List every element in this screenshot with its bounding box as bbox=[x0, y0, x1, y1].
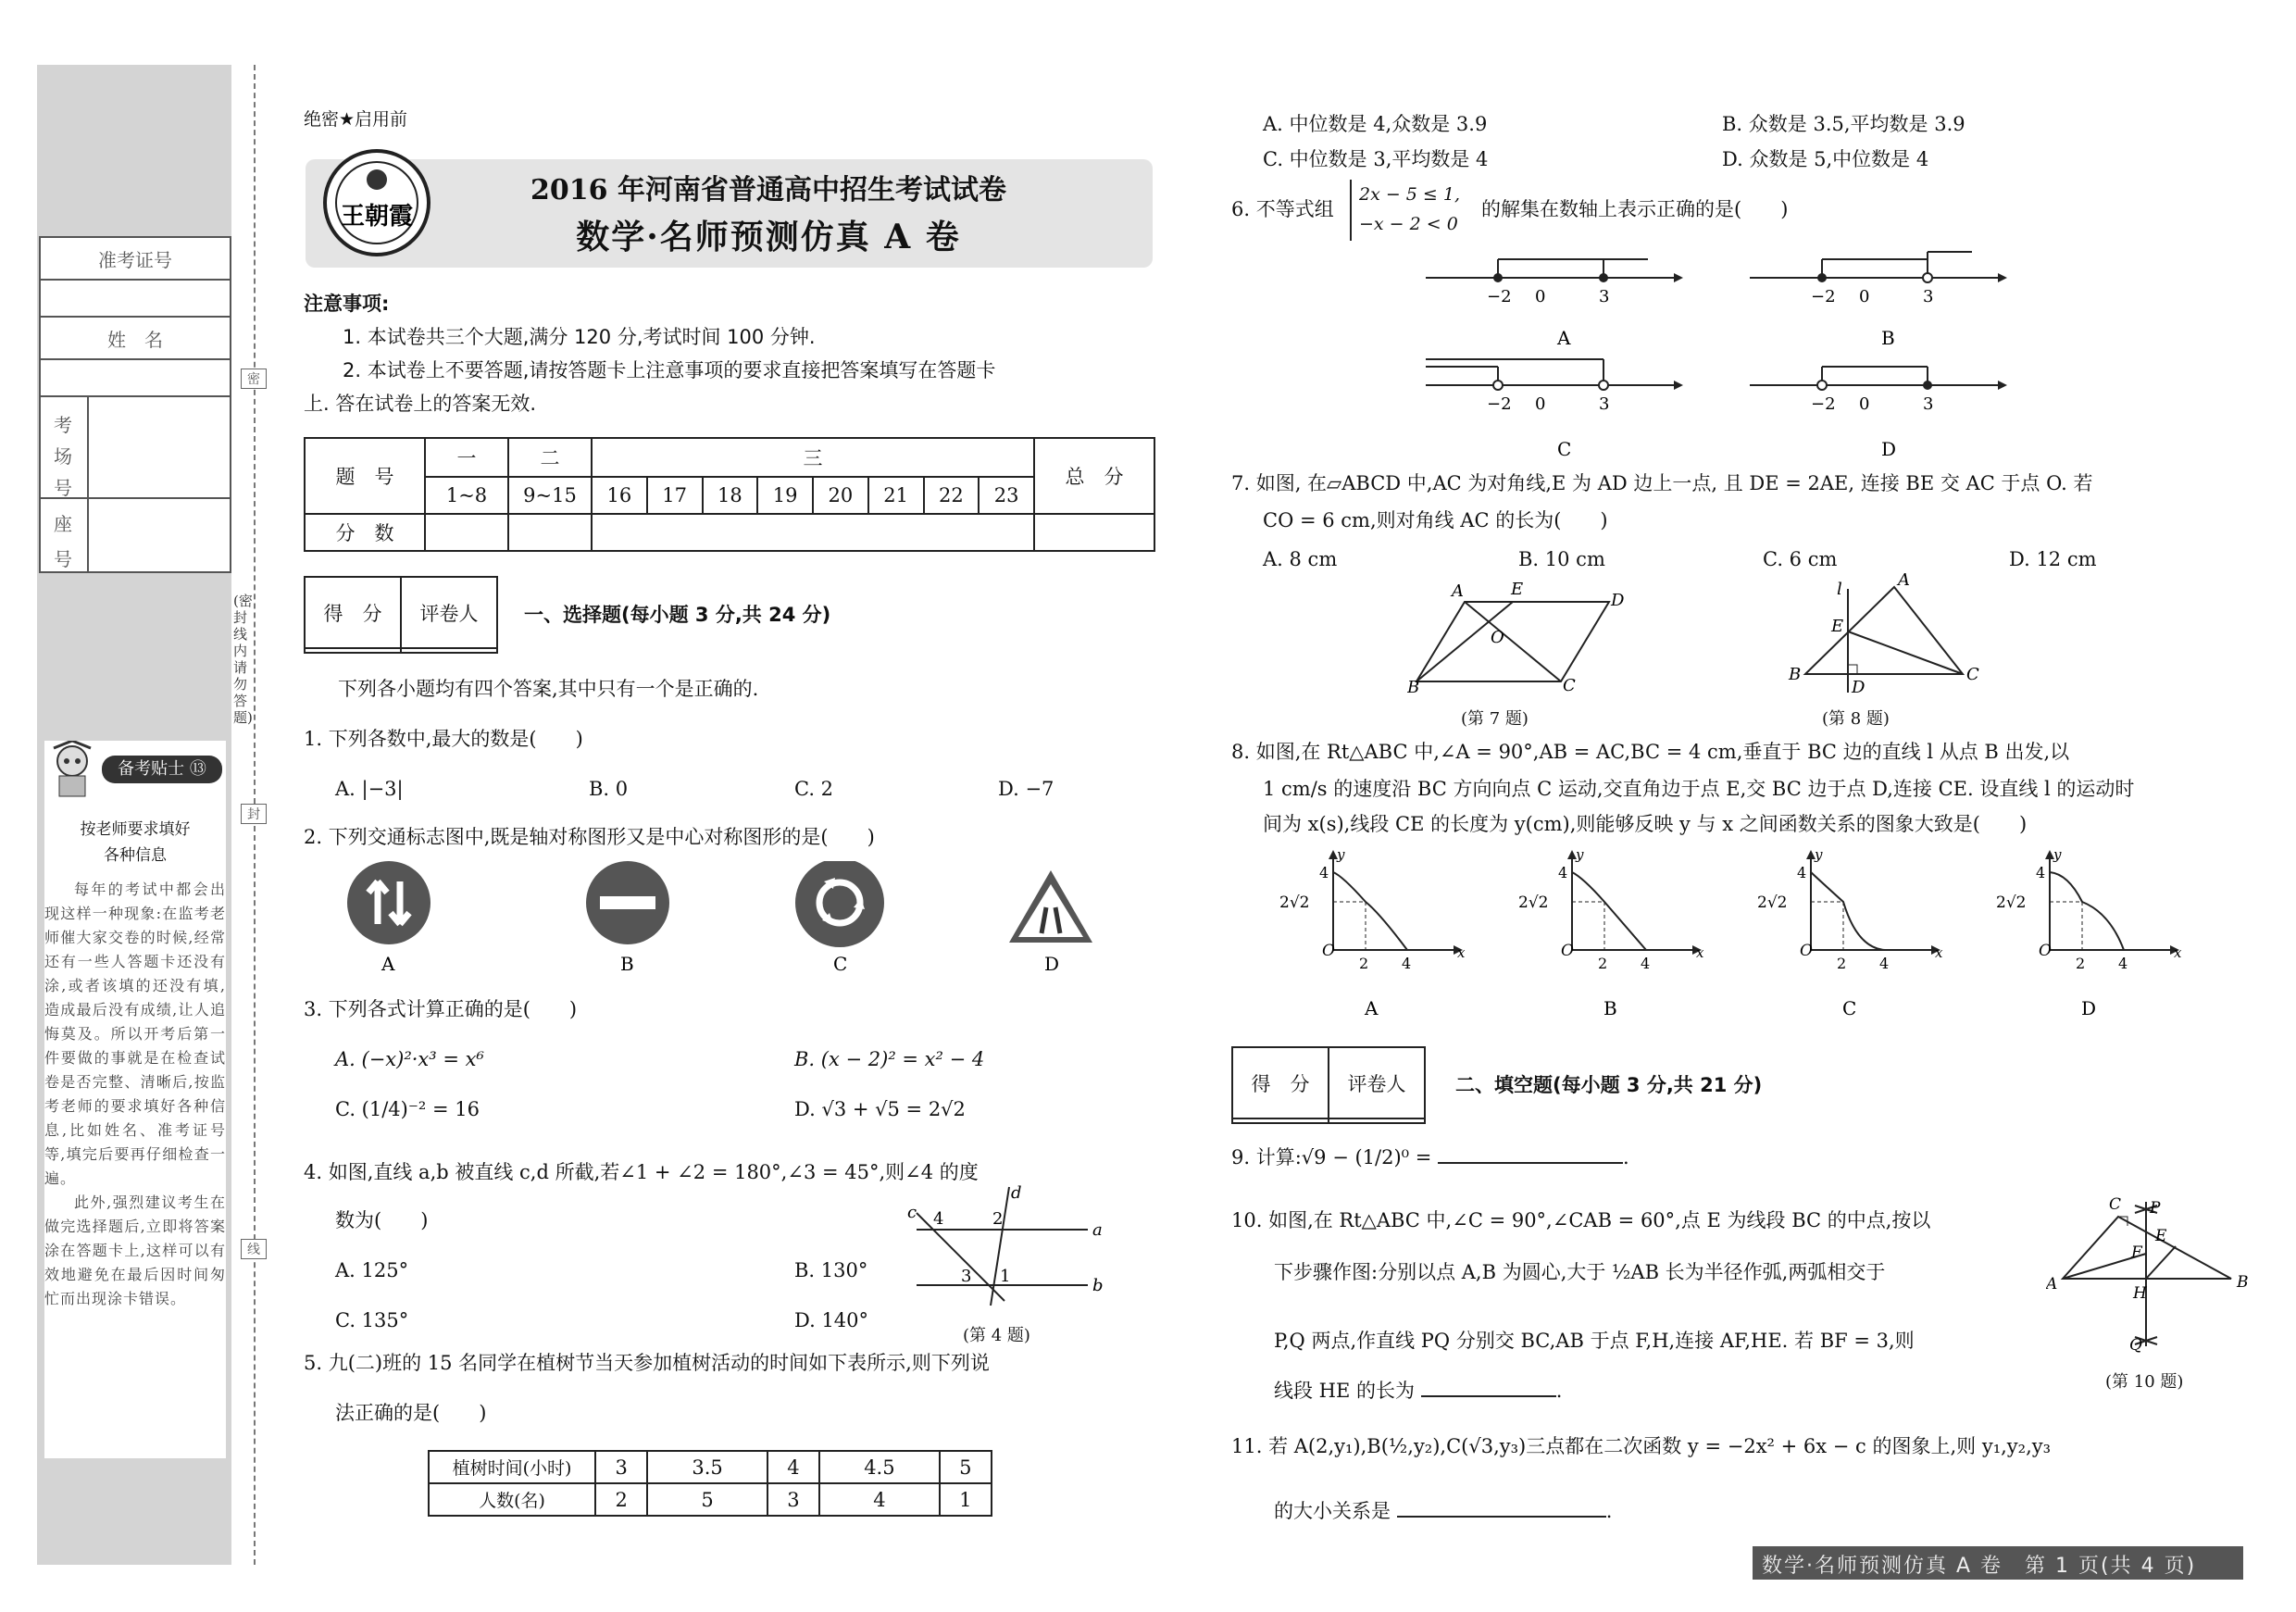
numberline-b[interactable] bbox=[1750, 252, 2007, 349]
q3-option-d[interactable]: D. √3 + √5 = 2√2 bbox=[794, 1098, 966, 1120]
name-label: 姓 名 bbox=[107, 329, 163, 351]
svg-text:C: C bbox=[833, 953, 848, 975]
svg-text:0: 0 bbox=[1535, 287, 1546, 306]
q3-option-a[interactable]: A. (−x)²·x³ = x⁶ bbox=[335, 1048, 484, 1070]
total-header: 总 分 bbox=[1034, 438, 1154, 514]
svg-text:C: C bbox=[1966, 665, 1979, 684]
svg-text:3: 3 bbox=[1599, 287, 1610, 306]
group-1: 一 bbox=[425, 438, 508, 477]
svg-text:D: D bbox=[1881, 438, 1897, 460]
q10-stem-3: P,Q 两点,作直线 PQ 分别交 BC,AB 于点 F,H,连接 AF,HE. 若 BF = 3,则 bbox=[1274, 1330, 1915, 1352]
q10-answer-blank[interactable] bbox=[1421, 1395, 1556, 1397]
score-row-label: 分 数 bbox=[305, 514, 425, 551]
svg-text:1: 1 bbox=[1000, 1267, 1011, 1286]
grader-score-cell[interactable] bbox=[1232, 1118, 1329, 1123]
brand-logo bbox=[322, 148, 431, 257]
q10-caption: (第 10 题) bbox=[2105, 1372, 2184, 1392]
svg-text:王朝霞: 王朝霞 bbox=[340, 203, 414, 231]
q8-stem-2: 1 cm/s 的速度沿 BC 方向向点 C 运动,交直角边于点 E,交 BC 边于点 D,连接 CE. 设直线 l 的运动时 bbox=[1263, 778, 2135, 800]
svg-text:−2: −2 bbox=[1487, 394, 1512, 414]
col-cell: 19 bbox=[757, 477, 813, 514]
svg-text:F: F bbox=[2131, 1243, 2142, 1262]
seat-label: 座 号 bbox=[54, 513, 72, 570]
q5-table bbox=[428, 1450, 992, 1517]
q4-option-a[interactable]: A. 125° bbox=[335, 1259, 409, 1281]
svg-text:c: c bbox=[907, 1203, 917, 1222]
q10-stem-4: 线段 HE 的长为 . bbox=[1274, 1380, 1563, 1402]
svg-text:a: a bbox=[1092, 1220, 1103, 1240]
q5-count-header: 人数(名) bbox=[429, 1483, 595, 1516]
group-2: 二 bbox=[508, 438, 592, 477]
q1-option-a[interactable]: A. |−3| bbox=[335, 778, 404, 800]
svg-text:E: E bbox=[2155, 1227, 2167, 1245]
svg-text:O: O bbox=[1491, 628, 1504, 647]
svg-text:D: D bbox=[1611, 591, 1625, 610]
q4-stem-1: 4. 如图,直线 a,b 被直线 c,d 所截,若∠1 + ∠2 = 180°,∠3 = 45°,则∠4 的度 bbox=[304, 1161, 979, 1183]
svg-text:3: 3 bbox=[961, 1267, 972, 1286]
col-cell: 9~15 bbox=[508, 477, 592, 514]
q4-caption: (第 4 题) bbox=[963, 1326, 1030, 1345]
q8-stem-3: 间为 x(s),线段 CE 的长度为 y(cm),则能够反映 y 与 x 之间函数关系的图象大致是( ) bbox=[1263, 813, 2028, 835]
grader-score-cell[interactable] bbox=[305, 648, 401, 653]
svg-text:l: l bbox=[1837, 580, 1842, 599]
q10-figure bbox=[2046, 1191, 2268, 1367]
grader-score-label: 得 分 bbox=[1232, 1047, 1329, 1118]
col-cell: 22 bbox=[924, 477, 980, 514]
grader-box-2 bbox=[1231, 1046, 1426, 1124]
seal-mark-xian: 线 bbox=[241, 1239, 267, 1259]
seal-mark-feng: 封 bbox=[241, 804, 267, 824]
svg-text:H: H bbox=[2133, 1284, 2147, 1303]
col-cell: 23 bbox=[979, 477, 1034, 514]
svg-text:3: 3 bbox=[1599, 394, 1610, 414]
q4-option-c[interactable]: C. 135° bbox=[335, 1309, 409, 1331]
svg-text:C: C bbox=[2109, 1195, 2122, 1214]
q3-stem: 3. 下列各式计算正确的是( ) bbox=[304, 998, 578, 1020]
tip-body: 每年的考试中都会出现这样一种现象:在监考老师催大家交卷的时候,经常还有一些人答题卡还没有涂,或者该填的还没有填,造成最后没有成绩,让人追悔莫及。所以开考后第一件要做的事就是在检查试卷是否完整、清晰后,按监考老师的要求填好各种信息,比如姓名、准考证号等,填完后要再仔细检查一遍。 此外,强烈建议考生在做完选择题后,立即将答案涂在答题卡上,这样可以有效地避免在最后因时间匆忙而出现涂卡错误。 bbox=[44, 881, 226, 1307]
q8-stem-1: 8. 如图,在 Rt△ABC 中,∠A = 90°,AB = AC,BC = 4 cm,垂直于 BC 边的直线 l 从点 B 出发,以 bbox=[1231, 741, 2070, 763]
section-1-desc: 下列各小题均有四个答案,其中只有一个是正确的. bbox=[338, 678, 759, 700]
q6-number-lines bbox=[1426, 250, 2028, 463]
q1-option-c[interactable]: C. 2 bbox=[794, 778, 834, 800]
tip-heading: 按老师要求填好 各种信息 bbox=[80, 820, 191, 865]
notice-2a: 2. 本试卷上不要答题,请按答题卡上注意事项的要求直接把答案填写在答题卡 bbox=[343, 359, 996, 381]
svg-text:−2: −2 bbox=[1811, 394, 1836, 414]
svg-text:2: 2 bbox=[992, 1209, 1004, 1229]
svg-text:D: D bbox=[2081, 997, 2097, 1019]
section-1-title: 一、选择题(每小题 3 分,共 24 分) bbox=[524, 604, 831, 626]
q8-caption: (第 8 题) bbox=[1822, 709, 1890, 729]
numberline-c[interactable] bbox=[1426, 359, 1683, 460]
q5-cell: 2 bbox=[595, 1483, 647, 1516]
q5-cell: 4 bbox=[819, 1483, 940, 1516]
svg-text:4: 4 bbox=[933, 1209, 944, 1229]
q2-stem: 2. 下列交通标志图中,既是轴对称图形又是中心对称图形的是( ) bbox=[304, 826, 875, 848]
q3-option-b[interactable]: B. (x − 2)² = x² − 4 bbox=[794, 1048, 985, 1070]
col-cell: 21 bbox=[868, 477, 924, 514]
svg-text:A: A bbox=[1452, 581, 1464, 601]
q5-cell: 3 bbox=[595, 1451, 647, 1483]
grader-label: 评卷人 bbox=[401, 577, 497, 648]
q9-answer-blank[interactable] bbox=[1438, 1162, 1623, 1164]
svg-text:−2: −2 bbox=[1487, 287, 1512, 306]
sign-b-icon bbox=[586, 861, 669, 944]
q7-stem-1: 7. 如图, 在▱ABCD 中,AC 为对角线,E 为 AD 边上一点, 且 DE = 2AE, 连接 BE 交 AC 于点 O. 若 bbox=[1231, 472, 2093, 494]
sign-d-icon bbox=[1004, 861, 1097, 949]
q11-stem-2: 的大小关系是 . bbox=[1274, 1500, 1613, 1522]
exam-title: 2016 年河南省普通高中招生考试试卷 bbox=[530, 174, 1006, 206]
score-cell[interactable] bbox=[592, 514, 1034, 551]
q9-stem: 9. 计算:√9 − (1/2)⁰ = . bbox=[1231, 1146, 1629, 1168]
svg-text:B: B bbox=[1407, 678, 1420, 693]
score-cell[interactable] bbox=[425, 514, 508, 551]
svg-text:B: B bbox=[1881, 327, 1895, 349]
exam-tips-box bbox=[44, 741, 226, 1458]
q7-stem-2: CO = 6 cm,则对角线 AC 的长为( ) bbox=[1263, 509, 1608, 531]
group-3: 三 bbox=[592, 438, 1034, 477]
q7-option-c[interactable]: C. 6 cm bbox=[1763, 548, 1838, 570]
seal-note: (密封线内请勿答题) bbox=[233, 593, 253, 726]
q5-option-d[interactable]: D. 众数是 5,中位数是 4 bbox=[1722, 148, 1929, 170]
col-cell: 17 bbox=[647, 477, 703, 514]
q7-option-d[interactable]: D. 12 cm bbox=[2009, 548, 2097, 570]
svg-text:B: B bbox=[2237, 1273, 2249, 1292]
svg-text:B: B bbox=[620, 953, 634, 975]
svg-text:C: C bbox=[1563, 676, 1576, 693]
q6-suffix: 的解集在数轴上表示正确的是( ) bbox=[1481, 198, 1789, 220]
sign-c-icon bbox=[795, 861, 884, 947]
svg-text:A: A bbox=[1557, 327, 1571, 349]
svg-text:E: E bbox=[1511, 580, 1524, 599]
svg-text:b: b bbox=[1092, 1276, 1104, 1295]
exam-subtitle: 数学·名师预测仿真 A 卷 bbox=[576, 218, 961, 256]
q6-prefix: 6. 不等式组 bbox=[1231, 198, 1334, 220]
q8-graph-options bbox=[1278, 848, 2268, 1033]
seal-mark-mi: 密 bbox=[241, 369, 267, 389]
graph-b[interactable] bbox=[1518, 848, 1704, 1019]
q1-option-d[interactable]: D. −7 bbox=[998, 778, 1054, 800]
svg-text:0: 0 bbox=[1535, 394, 1546, 414]
grader-cell[interactable] bbox=[401, 648, 497, 653]
col-cell: 1~8 bbox=[425, 477, 508, 514]
q2-traffic-signs bbox=[343, 861, 1129, 977]
grader-label: 评卷人 bbox=[1329, 1047, 1425, 1118]
secret-label: 绝密★启用前 bbox=[304, 109, 408, 130]
tips-banner bbox=[44, 741, 226, 798]
q5-cell: 3 bbox=[767, 1483, 819, 1516]
q5-option-a[interactable]: A. 中位数是 4,众数是 3.9 bbox=[1263, 113, 1488, 135]
q7-parallelogram-figure bbox=[1407, 578, 1629, 693]
tip-title: 备考贴士 ⑬ bbox=[102, 756, 222, 783]
numberline-a[interactable] bbox=[1426, 259, 1683, 349]
q5-cell: 5 bbox=[647, 1483, 767, 1516]
svg-text:3: 3 bbox=[1923, 287, 1934, 306]
q5-cell: 5 bbox=[940, 1451, 992, 1483]
svg-text:C: C bbox=[1842, 997, 1857, 1019]
q5-option-c[interactable]: C. 中位数是 3,平均数是 4 bbox=[1263, 148, 1489, 170]
svg-text:−2: −2 bbox=[1811, 287, 1836, 306]
q3-option-c[interactable]: C. (1/4)⁻² = 16 bbox=[335, 1098, 480, 1120]
svg-text:A: A bbox=[381, 953, 395, 975]
q5-cell: 4 bbox=[767, 1451, 819, 1483]
svg-text:B: B bbox=[1789, 665, 1802, 684]
svg-text:d: d bbox=[1011, 1185, 1022, 1203]
svg-text:0: 0 bbox=[1859, 287, 1870, 306]
q5-cell: 1 bbox=[940, 1483, 992, 1516]
numberline-d[interactable] bbox=[1750, 367, 2007, 460]
q5-time-header: 植树时间(小时) bbox=[429, 1451, 595, 1483]
svg-text:3: 3 bbox=[1923, 394, 1934, 414]
svg-text:D: D bbox=[1852, 678, 1866, 697]
q4-option-d[interactable]: D. 140° bbox=[794, 1309, 869, 1331]
q4-stem-2: 数为( ) bbox=[335, 1209, 429, 1231]
grader-cell[interactable] bbox=[1329, 1118, 1425, 1123]
col-cell: 20 bbox=[813, 477, 868, 514]
q7-option-b[interactable]: B. 10 cm bbox=[1518, 548, 1605, 570]
q10-stem-1: 10. 如图,在 Rt△ABC 中,∠C = 90°,∠CAB = 60°,点 E 为线段 BC 的中点,按以 bbox=[1231, 1209, 1931, 1231]
grader-box-1 bbox=[304, 576, 498, 654]
svg-text:Q: Q bbox=[2129, 1336, 2142, 1355]
mascot-icon bbox=[44, 741, 100, 798]
svg-text:E: E bbox=[1831, 617, 1844, 636]
q11-answer-blank[interactable] bbox=[1397, 1516, 1606, 1518]
svg-text:B: B bbox=[1603, 997, 1617, 1019]
graph-a[interactable] bbox=[1279, 848, 1466, 1019]
section-2-title: 二、填空题(每小题 3 分,共 21 分) bbox=[1455, 1074, 1763, 1096]
svg-text:0: 0 bbox=[1859, 394, 1870, 414]
svg-text:D: D bbox=[1044, 953, 1060, 975]
svg-text:P: P bbox=[2150, 1199, 2161, 1218]
notice-heading: 注意事项: bbox=[304, 293, 390, 315]
col-cell: 16 bbox=[592, 477, 647, 514]
svg-text:A: A bbox=[2046, 1275, 2058, 1293]
graph-c[interactable] bbox=[1757, 848, 1943, 1019]
exam-id-label: 准考证号 bbox=[98, 249, 172, 271]
q8-triangle-figure bbox=[1787, 572, 1990, 702]
exam-room-label: 考 场 号 bbox=[54, 414, 72, 499]
q5-cell: 4.5 bbox=[819, 1451, 940, 1483]
q5-stem-1: 5. 九(二)班的 15 名同学在植树节当天参加植树活动的时间如下表所示,则下列说 bbox=[304, 1352, 990, 1374]
q11-stem-1: 11. 若 A(2,y₁),B(½,y₂),C(√3,y₃)三点都在二次函数 y = −2x² + 6x − c 的图象上,则 y₁,y₂,y₃ bbox=[1231, 1435, 2052, 1457]
q4-option-b[interactable]: B. 130° bbox=[794, 1259, 868, 1281]
candidate-info-box bbox=[39, 236, 231, 573]
svg-text:A: A bbox=[1365, 997, 1379, 1019]
sign-a-icon bbox=[347, 861, 430, 944]
score-table bbox=[304, 437, 1155, 552]
q4-figure bbox=[907, 1185, 1111, 1310]
grader-score-label: 得 分 bbox=[305, 577, 401, 648]
q5-option-b[interactable]: B. 众数是 3.5,平均数是 3.9 bbox=[1722, 113, 1965, 135]
graph-d[interactable] bbox=[1996, 848, 2182, 1019]
svg-text:C: C bbox=[1557, 438, 1572, 460]
q5-cell: 3.5 bbox=[647, 1451, 767, 1483]
q1-option-b[interactable]: B. 0 bbox=[589, 778, 629, 800]
score-cell[interactable] bbox=[508, 514, 592, 551]
total-cell[interactable] bbox=[1034, 514, 1154, 551]
q5-stem-2: 法正确的是( ) bbox=[335, 1402, 487, 1424]
svg-text:A: A bbox=[1898, 572, 1910, 590]
col-cell: 18 bbox=[703, 477, 758, 514]
q10-stem-2: 下步骤作图:分别以点 A,B 为圆心,大于 ½AB 长为半径作弧,两弧相交于 bbox=[1274, 1261, 1886, 1283]
notice-2b: 上. 答在试卷上的答案无效. bbox=[304, 393, 537, 415]
notice-1: 1. 本试卷共三个大题,满分 120 分,考试时间 100 分钟. bbox=[343, 326, 816, 348]
q7-caption: (第 7 题) bbox=[1461, 709, 1529, 729]
q6-inequality-system: 2x − 5 ≤ 1, −x − 2 < 0 bbox=[1350, 180, 1460, 241]
score-row-header: 题 号 bbox=[305, 438, 425, 514]
page-footer: 数学·名师预测仿真 A 卷 第 1 页(共 4 页) bbox=[1753, 1546, 2243, 1580]
q7-option-a[interactable]: A. 8 cm bbox=[1263, 548, 1338, 570]
q1-stem: 1. 下列各数中,最大的数是( ) bbox=[304, 728, 583, 750]
